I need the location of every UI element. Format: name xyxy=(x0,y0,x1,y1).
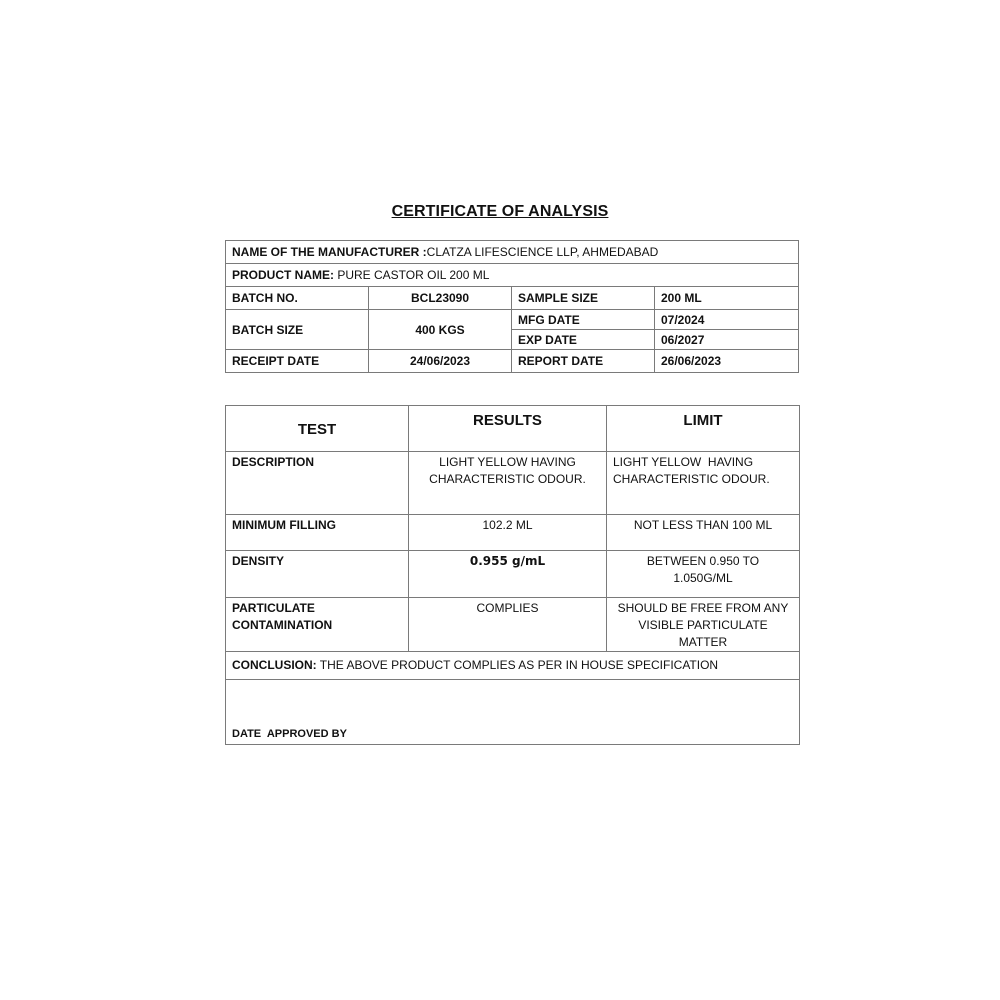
sample-size-value: 200 ML xyxy=(655,287,799,310)
test-name: DENSITY xyxy=(226,551,409,598)
test-result: 102.2 ML xyxy=(409,515,607,551)
batch-no-row xyxy=(226,287,799,310)
density-value: 0.955 g/mL xyxy=(469,554,546,568)
test-name: DESCRIPTION xyxy=(226,452,409,515)
batch-no-value: BCL23090 xyxy=(369,287,512,310)
table-row xyxy=(226,598,800,652)
exp-date-label: EXP DATE xyxy=(512,330,655,350)
mfg-date-value: 07/2024 xyxy=(655,310,799,330)
test-limit xyxy=(607,551,800,598)
product-value: PURE CASTOR OIL 200 ML xyxy=(334,268,490,282)
result-line: LIGHT YELLOW HAVING xyxy=(439,455,576,469)
results-header-row xyxy=(226,406,800,452)
batch-size-row xyxy=(226,310,799,330)
test-name: MINIMUM FILLING xyxy=(226,515,409,551)
conclusion-text: THE ABOVE PRODUCT COMPLIES AS PER IN HOUSE SPECIFICATION xyxy=(316,658,719,672)
limit-line: BETWEEN 0.950 TO xyxy=(646,554,760,568)
batch-size-value: 400 KGS xyxy=(369,310,512,350)
receipt-date-row xyxy=(226,350,799,373)
limit-line: 1.050G/ML xyxy=(673,571,733,585)
product-label: PRODUCT NAME: xyxy=(232,268,334,282)
manufacturer-value: CLATZA LIFESCIENCE LLP, AHMEDABAD xyxy=(426,245,659,259)
batch-size-label: BATCH SIZE xyxy=(226,310,369,350)
header-results: RESULTS xyxy=(409,406,607,452)
report-date-value: 26/06/2023 xyxy=(655,350,799,373)
product-info-table xyxy=(225,240,799,373)
manufacturer-label: NAME OF THE MANUFACTURER : xyxy=(232,245,427,259)
test-limit: NOT LESS THAN 100 ML xyxy=(607,515,800,551)
batch-no-label: BATCH NO. xyxy=(226,287,369,310)
report-date-label: REPORT DATE xyxy=(512,350,655,373)
product-row xyxy=(226,264,799,287)
test-name-line: PARTICULATE xyxy=(232,601,315,615)
signoff-row xyxy=(226,680,800,745)
table-row xyxy=(226,452,800,515)
test-limit xyxy=(607,452,800,515)
document-title: CERTIFICATE OF ANALYSIS xyxy=(391,203,609,220)
header-test: TEST xyxy=(226,406,409,452)
receipt-date-label: RECEIPT DATE xyxy=(226,350,369,373)
exp-date-value: 06/2027 xyxy=(655,330,799,350)
test-name xyxy=(226,598,409,652)
table-row xyxy=(226,515,800,551)
test-limit xyxy=(607,598,800,652)
test-result: COMPLIES xyxy=(409,598,607,652)
conclusion-label: CONCLUSION: xyxy=(232,658,317,672)
table-row xyxy=(226,551,800,598)
limit-line: VISIBLE PARTICULATE MATTER xyxy=(638,618,768,649)
date-approved-by: DATE APPROVED BY xyxy=(226,680,800,745)
mfg-date-label: MFG DATE xyxy=(512,310,655,330)
test-name-line: CONTAMINATION xyxy=(232,618,333,632)
sample-size-label: SAMPLE SIZE xyxy=(512,287,655,310)
limit-line: CHARACTERISTIC ODOUR. xyxy=(613,472,770,486)
header-limit: LIMIT xyxy=(607,406,800,452)
test-result xyxy=(409,452,607,515)
test-results-table xyxy=(225,405,800,745)
receipt-date-value: 24/06/2023 xyxy=(369,350,512,373)
test-result xyxy=(409,551,607,598)
manufacturer-row xyxy=(226,241,799,264)
limit-line: SHOULD BE FREE FROM ANY xyxy=(617,601,789,615)
result-line: CHARACTERISTIC ODOUR. xyxy=(429,472,586,486)
limit-line: LIGHT YELLOW HAVING xyxy=(613,455,754,469)
conclusion-row xyxy=(226,652,800,680)
